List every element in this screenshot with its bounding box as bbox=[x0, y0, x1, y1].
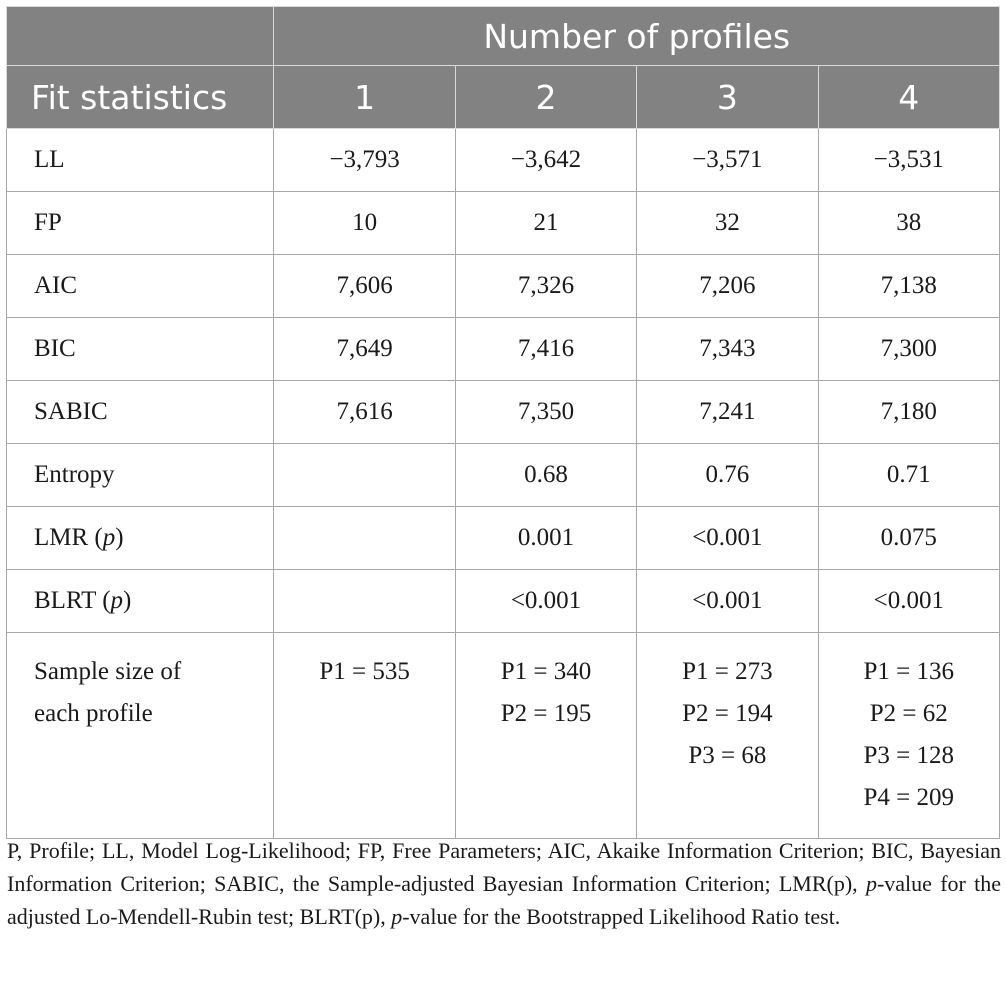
footnote-text: P, Profile; LL, Model Log-Likelihood; FP, Free Parameters; AIC, Akaike Information Criterion; BIC, Bayesian Information Criterion; SABIC, the Sample-adjusted Bayesian Information Criterion; LMR(p), bbox=[7, 838, 1001, 896]
header-row-group bbox=[7, 7, 1000, 66]
row-label-italic: p bbox=[110, 587, 124, 614]
footnote-italic: p bbox=[865, 871, 877, 896]
table-cell: 7,350 bbox=[455, 381, 636, 444]
table-cell bbox=[274, 444, 455, 507]
sample-size-value: P3 = 68 bbox=[688, 742, 767, 769]
table-cell bbox=[637, 633, 818, 839]
footnote-italic: p bbox=[391, 904, 403, 929]
fit-statistics-header: Fit statistics bbox=[7, 66, 274, 129]
sample-size-value: P2 = 194 bbox=[682, 700, 773, 727]
table-cell: 7,416 bbox=[455, 318, 636, 381]
row-label: LL bbox=[7, 129, 274, 192]
number-of-profiles-header: Number of profiles bbox=[274, 7, 1000, 66]
column-header-3: 3 bbox=[637, 66, 818, 129]
table-cell: 38 bbox=[818, 192, 999, 255]
row-label: FP bbox=[7, 192, 274, 255]
table-cell: <0.001 bbox=[818, 570, 999, 633]
table-cell: 7,616 bbox=[274, 381, 455, 444]
row-label-suffix: ) bbox=[123, 587, 132, 614]
sample-size-value: P1 = 340 bbox=[500, 658, 592, 685]
table-cell bbox=[455, 633, 636, 839]
table-cell: 7,300 bbox=[818, 318, 999, 381]
table-cell: 7,326 bbox=[455, 255, 636, 318]
table-cell: 7,606 bbox=[274, 255, 455, 318]
table-cell: 0.001 bbox=[455, 507, 636, 570]
footnote-text: -value for the Bootstrapped Likelihood Ratio test. bbox=[402, 904, 841, 929]
sample-size-value: P3 = 128 bbox=[863, 742, 955, 769]
row-label: AIC bbox=[7, 255, 274, 318]
sample-size-value: P1 = 535 bbox=[319, 658, 410, 685]
row-label bbox=[7, 507, 274, 570]
table-row-sabic bbox=[7, 381, 1000, 444]
table-cell bbox=[274, 570, 455, 633]
table-row-bic bbox=[7, 318, 1000, 381]
row-label-line: Sample size of bbox=[34, 658, 182, 685]
row-label: SABIC bbox=[7, 381, 274, 444]
table-cell: −3,793 bbox=[274, 129, 455, 192]
row-label-line: each profile bbox=[34, 700, 153, 727]
table-row-fp bbox=[7, 192, 1000, 255]
table-cell: 0.76 bbox=[637, 444, 818, 507]
table-cell: 7,180 bbox=[818, 381, 999, 444]
table-footnote bbox=[7, 834, 1001, 933]
row-label bbox=[7, 633, 274, 839]
table-cell bbox=[274, 633, 455, 839]
row-label-suffix: ) bbox=[115, 524, 124, 551]
row-label: BIC bbox=[7, 318, 274, 381]
table-cell: −3,531 bbox=[818, 129, 999, 192]
table-row-aic bbox=[7, 255, 1000, 318]
table-row-sample-size bbox=[7, 633, 1000, 839]
table-cell: −3,571 bbox=[637, 129, 818, 192]
sample-size-value: P4 = 209 bbox=[863, 784, 955, 811]
table-cell: 7,649 bbox=[274, 318, 455, 381]
table-cell: 32 bbox=[637, 192, 818, 255]
fit-statistics-table bbox=[6, 6, 1000, 839]
table-row-lmr bbox=[7, 507, 1000, 570]
row-label bbox=[7, 570, 274, 633]
table-cell: 7,241 bbox=[637, 381, 818, 444]
row-label-italic: p bbox=[102, 524, 116, 551]
column-header-4: 4 bbox=[818, 66, 999, 129]
table-cell: 0.68 bbox=[455, 444, 636, 507]
table-cell: 0.71 bbox=[818, 444, 999, 507]
table-cell: <0.001 bbox=[637, 507, 818, 570]
table-cell: 7,138 bbox=[818, 255, 999, 318]
header-empty-cell bbox=[7, 7, 274, 66]
table-row-blrt bbox=[7, 570, 1000, 633]
table-cell: −3,642 bbox=[455, 129, 636, 192]
sample-size-value: P2 = 195 bbox=[500, 700, 592, 727]
sample-size-value: P2 = 62 bbox=[869, 700, 948, 727]
table-cell: 10 bbox=[274, 192, 455, 255]
table-row-entropy bbox=[7, 444, 1000, 507]
table-cell bbox=[818, 633, 999, 839]
footnote-text: -value for the adjusted Lo-Mendell-Rubin test; BLRT(p), bbox=[7, 871, 1002, 929]
table-cell: <0.001 bbox=[455, 570, 636, 633]
row-label-prefix: LMR ( bbox=[34, 524, 103, 551]
table-cell: 7,206 bbox=[637, 255, 818, 318]
row-label-prefix: BLRT ( bbox=[34, 587, 111, 614]
row-label: Entropy bbox=[7, 444, 274, 507]
sample-size-value: P1 = 273 bbox=[682, 658, 773, 685]
column-header-2: 2 bbox=[455, 66, 636, 129]
table-cell: 7,343 bbox=[637, 318, 818, 381]
table-cell: 21 bbox=[455, 192, 636, 255]
table-cell bbox=[274, 507, 455, 570]
table-cell: 0.075 bbox=[818, 507, 999, 570]
header-row-columns bbox=[7, 66, 1000, 129]
table-cell: <0.001 bbox=[637, 570, 818, 633]
table-row-ll bbox=[7, 129, 1000, 192]
column-header-1: 1 bbox=[274, 66, 455, 129]
sample-size-value: P1 = 136 bbox=[863, 658, 955, 685]
